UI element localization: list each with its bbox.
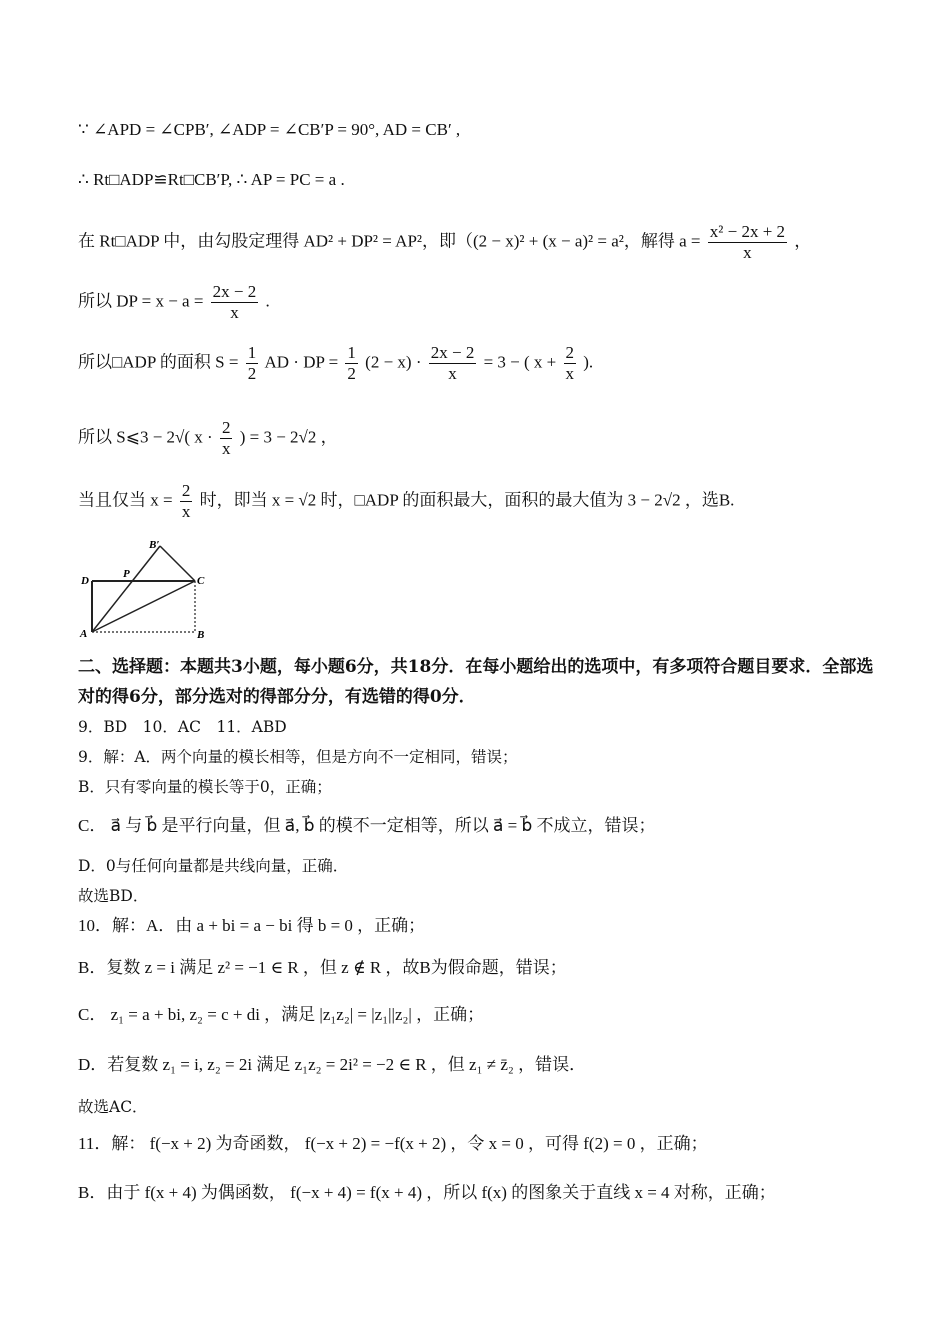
edge-ac [92, 581, 195, 632]
line-pythagoras: 在 Rt□ADP 中，由勾股定理得 AD² + DP² = AP²，即（(2 − x)² + (x − a)² = a²，解得 a = $\frac{\text{x² − 2x + 2}}{x}$ ， [78, 222, 812, 262]
edge-ab-prime [92, 546, 160, 632]
q9-option-b: B．只有零向量的模长等于0，正确； [78, 778, 332, 796]
line-dp: 所以 DP = x − a = $\frac{2x - 2}{x}$ . [78, 282, 270, 322]
q9-option-c: C． a⃗ 与 b⃗ 是平行向量，但 a⃗, b⃗ 的模不一定相等，所以 a⃗ = b⃗ 不成立，错误； [78, 816, 656, 835]
q11-option-b: B．由于 f(x + 4) 为偶函数， f(−x + 4) = f(x + 4) ，所以 f(x) 的图象关于直线 x = 4 对称，正确； [78, 1183, 776, 1202]
section-heading: 二、选择题：本题共3小题，每小题6分，共18分．在每小题给出的选项中，有多项符合题目要求．全部选对的得6分，部分选对的得部分分，有选错的得0分． [78, 657, 874, 707]
geometry-figure [76, 536, 216, 642]
q11-option-a: 11．解： f(−x + 2) 为奇函数， f(−x + 2) = −f(x + 2) ，令 x = 0 ，可得 f(2) = 0 ，正确； [78, 1134, 708, 1153]
q10-option-c: C． z₁ = a + bi, z₂ = c + di ，满足 |z₁z₂| = |z₁||z₂| ，正确； [78, 1005, 485, 1024]
q10-conclusion: 故选AC． [78, 1098, 148, 1116]
line-inequality: 所以 S⩽3 − 2√( x · $\frac{2}{x}$ ) = 3 − 2√2 ， [78, 418, 338, 458]
q9-option-d: D．0与任何向量都是共线向量，正确． [78, 857, 349, 875]
label-p: P [123, 568, 130, 580]
fraction-a: $\frac{\text{x² − 2x + 2}}{x}$ [709, 222, 786, 262]
q9-conclusion: 故选BD． [78, 887, 149, 905]
q10-option-b: B．复数 z = i 满足 z² = −1 ∈ R ，但 z ∉ R ，故B为假命题，错误； [78, 958, 567, 977]
q10-option-d: D．若复数 z₁ = i, z₂ = 2i 满足 z₁z₂ = 2i² = −2 ∈ R ，但 z₁ ≠ z̄₂ ，错误． [78, 1055, 587, 1074]
line-congruence: ∴ Rt□ADP≌Rt□CB′P, ∴ AP = PC = a . [78, 170, 345, 189]
q10-option-a: 10．解：A．由 a + bi = a − bi 得 b = 0 ，正确； [78, 916, 426, 935]
line-equality: 当且仅当 x = $\frac{2}{x}$ 时，即当 x = √2 时，□ADP 的面积最大，面积的最大值为 3 − 2√2 ，选B. [78, 481, 735, 521]
label-c: C [197, 575, 205, 587]
label-d: D [81, 575, 89, 587]
fraction-dp: $\frac{2x - 2}{x}$ [212, 282, 257, 322]
label-b: B [197, 629, 205, 641]
edge-b-prime-c [160, 546, 195, 581]
line-angles: ∵ ∠APD = ∠CPB′, ∠ADP = ∠CB′P = 90°, AD = CB′ , [78, 120, 461, 139]
label-b-prime: B′ [149, 539, 160, 551]
answers-line: 9．BD 10．AC 11．ABD [78, 718, 287, 736]
label-a: A [80, 628, 88, 640]
q9-option-a: 9．解：A．两个向量的模长相等，但是方向不一定相同，错误； [78, 748, 518, 766]
line-area: 所以□ADP 的面积 S = $\frac{1}{2}$ AD · DP = $\frac{1}{2}$ (2 − x) · $\frac{2x - 2}{x}$ = 3 − ( x + $\frac{2}{x}$ ). [78, 343, 594, 383]
